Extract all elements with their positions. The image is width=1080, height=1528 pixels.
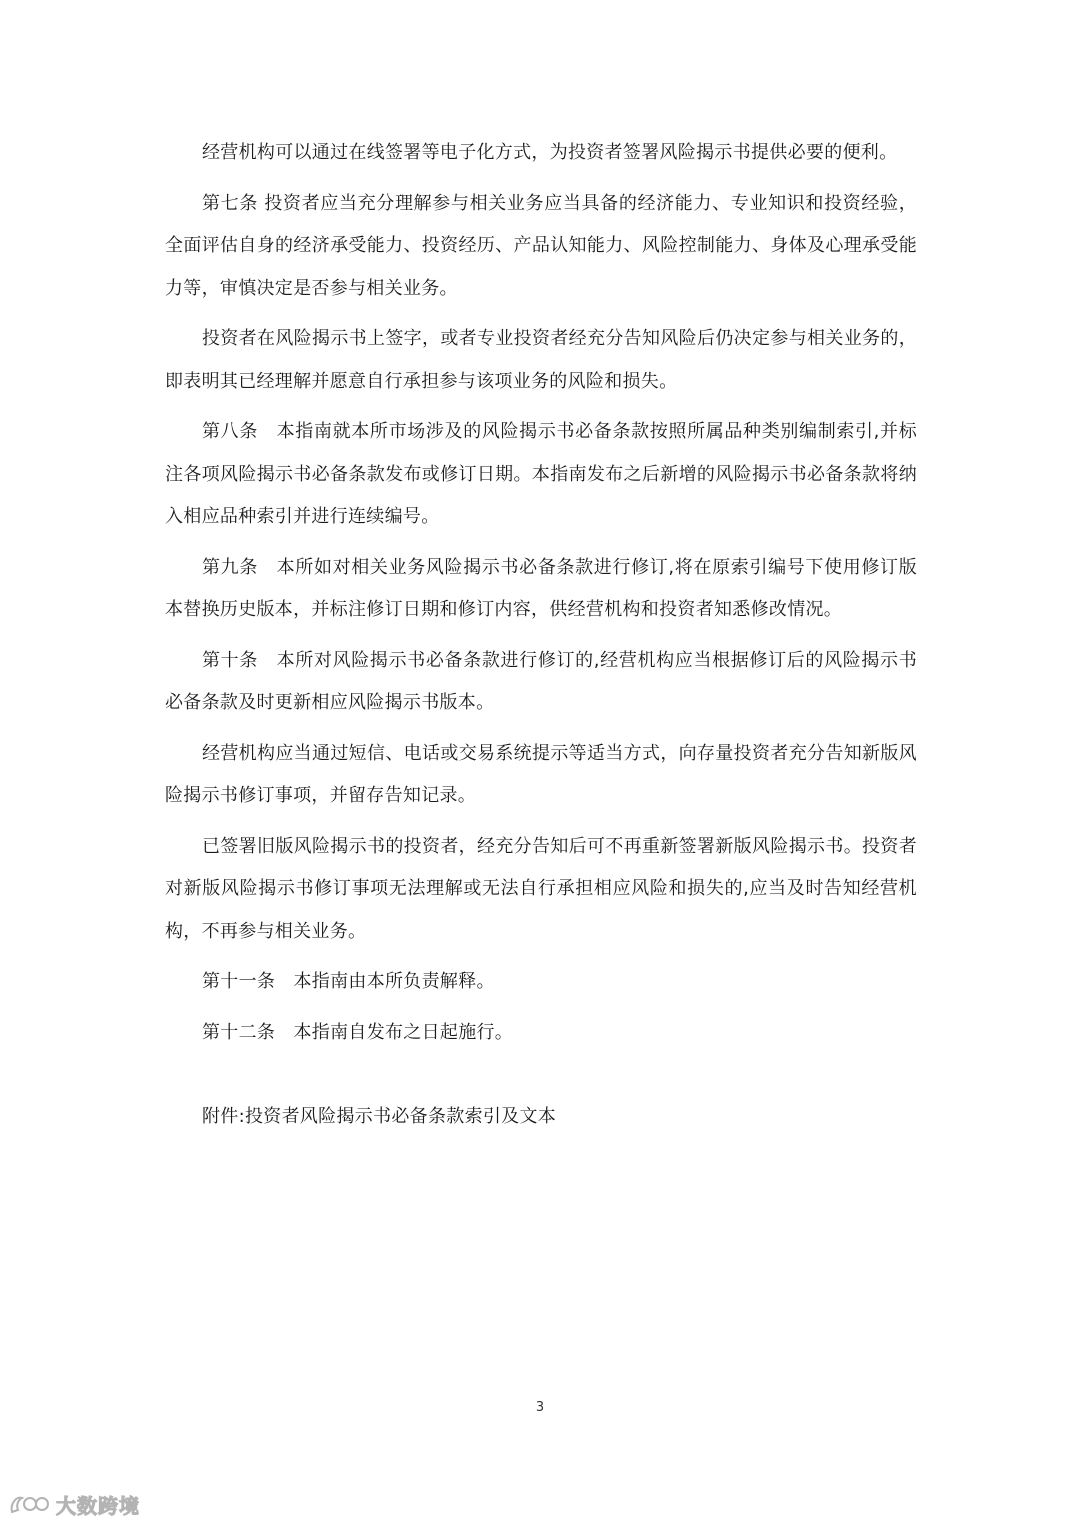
paragraph-article-11: 第十一条 本指南由本所负责解释。 (202, 971, 495, 992)
paragraph-notification: 经营机构应当通过短信、电话或交易系统提示等适当方式，向存量投资者充分告知新版风险揭示书修订事项，并留存告知记录。 (165, 742, 917, 806)
page-number: 3 (535, 1400, 545, 1415)
paragraph-article-10: 第十条 本所对风险揭示书必备条款进行修订的,经营机构应当根据修订后的风险揭示书必备条款及时更新相应风险揭示书版本。 (165, 649, 917, 713)
document-body (165, 132, 917, 1147)
paragraph-article-7: 第七条 投资者应当充分理解参与相关业务应当具备的经济能力、专业知识和投资经验，全面评估自身的经济承受能力、投资经历、产品认知能力、风险控制能力、身体及心理承受能力等，审慎决定是否参与相关业务。 (165, 192, 917, 299)
attachment-note: 附件:投资者风险揭示书必备条款索引及文本 (202, 1106, 557, 1127)
paragraph-article-8: 第八条 本指南就本所市场涉及的风险揭示书必备条款按照所属品种类别编制索引,并标注各项风险揭示书必备条款发布或修订日期。本指南发布之后新增的风险揭示书必备条款将纳入相应品种索引并进行连续编号。 (165, 421, 917, 527)
paragraph-article-9: 第九条 本所如对相关业务风险揭示书必备条款进行修订,将在原索引编号下使用修订版本替换历史版本，并标注修订日期和修订内容，供经营机构和投资者知悉修改情况。 (165, 556, 917, 620)
paragraph-investor-signature: 投资者在风险揭示书上签字，或者专业投资者经充分告知风险后仍决定参与相关业务的，即表明其已经理解并愿意自行承担参与该项业务的风险和损失。 (165, 328, 917, 392)
paragraph-article-12: 第十二条 本指南自发布之日起施行。 (202, 1021, 514, 1043)
paragraph-online-signing: 经营机构可以通过在线签署等电子化方式，为投资者签署风险揭示书提供必要的便利。 (202, 142, 898, 163)
watermark-text: 大数跨境 (56, 1494, 140, 1518)
watermark (8, 1490, 140, 1519)
brand-logo-icon (8, 1492, 52, 1518)
paragraph-old-version-signers: 已签署旧版风险揭示书的投资者，经充分告知后可不再重新签署新版风险揭示书。投资者对新版风险揭示书修订事项无法理解或无法自行承担相应风险和损失的,应当及时告知经营机构，不再参与相关业务。 (165, 835, 917, 942)
